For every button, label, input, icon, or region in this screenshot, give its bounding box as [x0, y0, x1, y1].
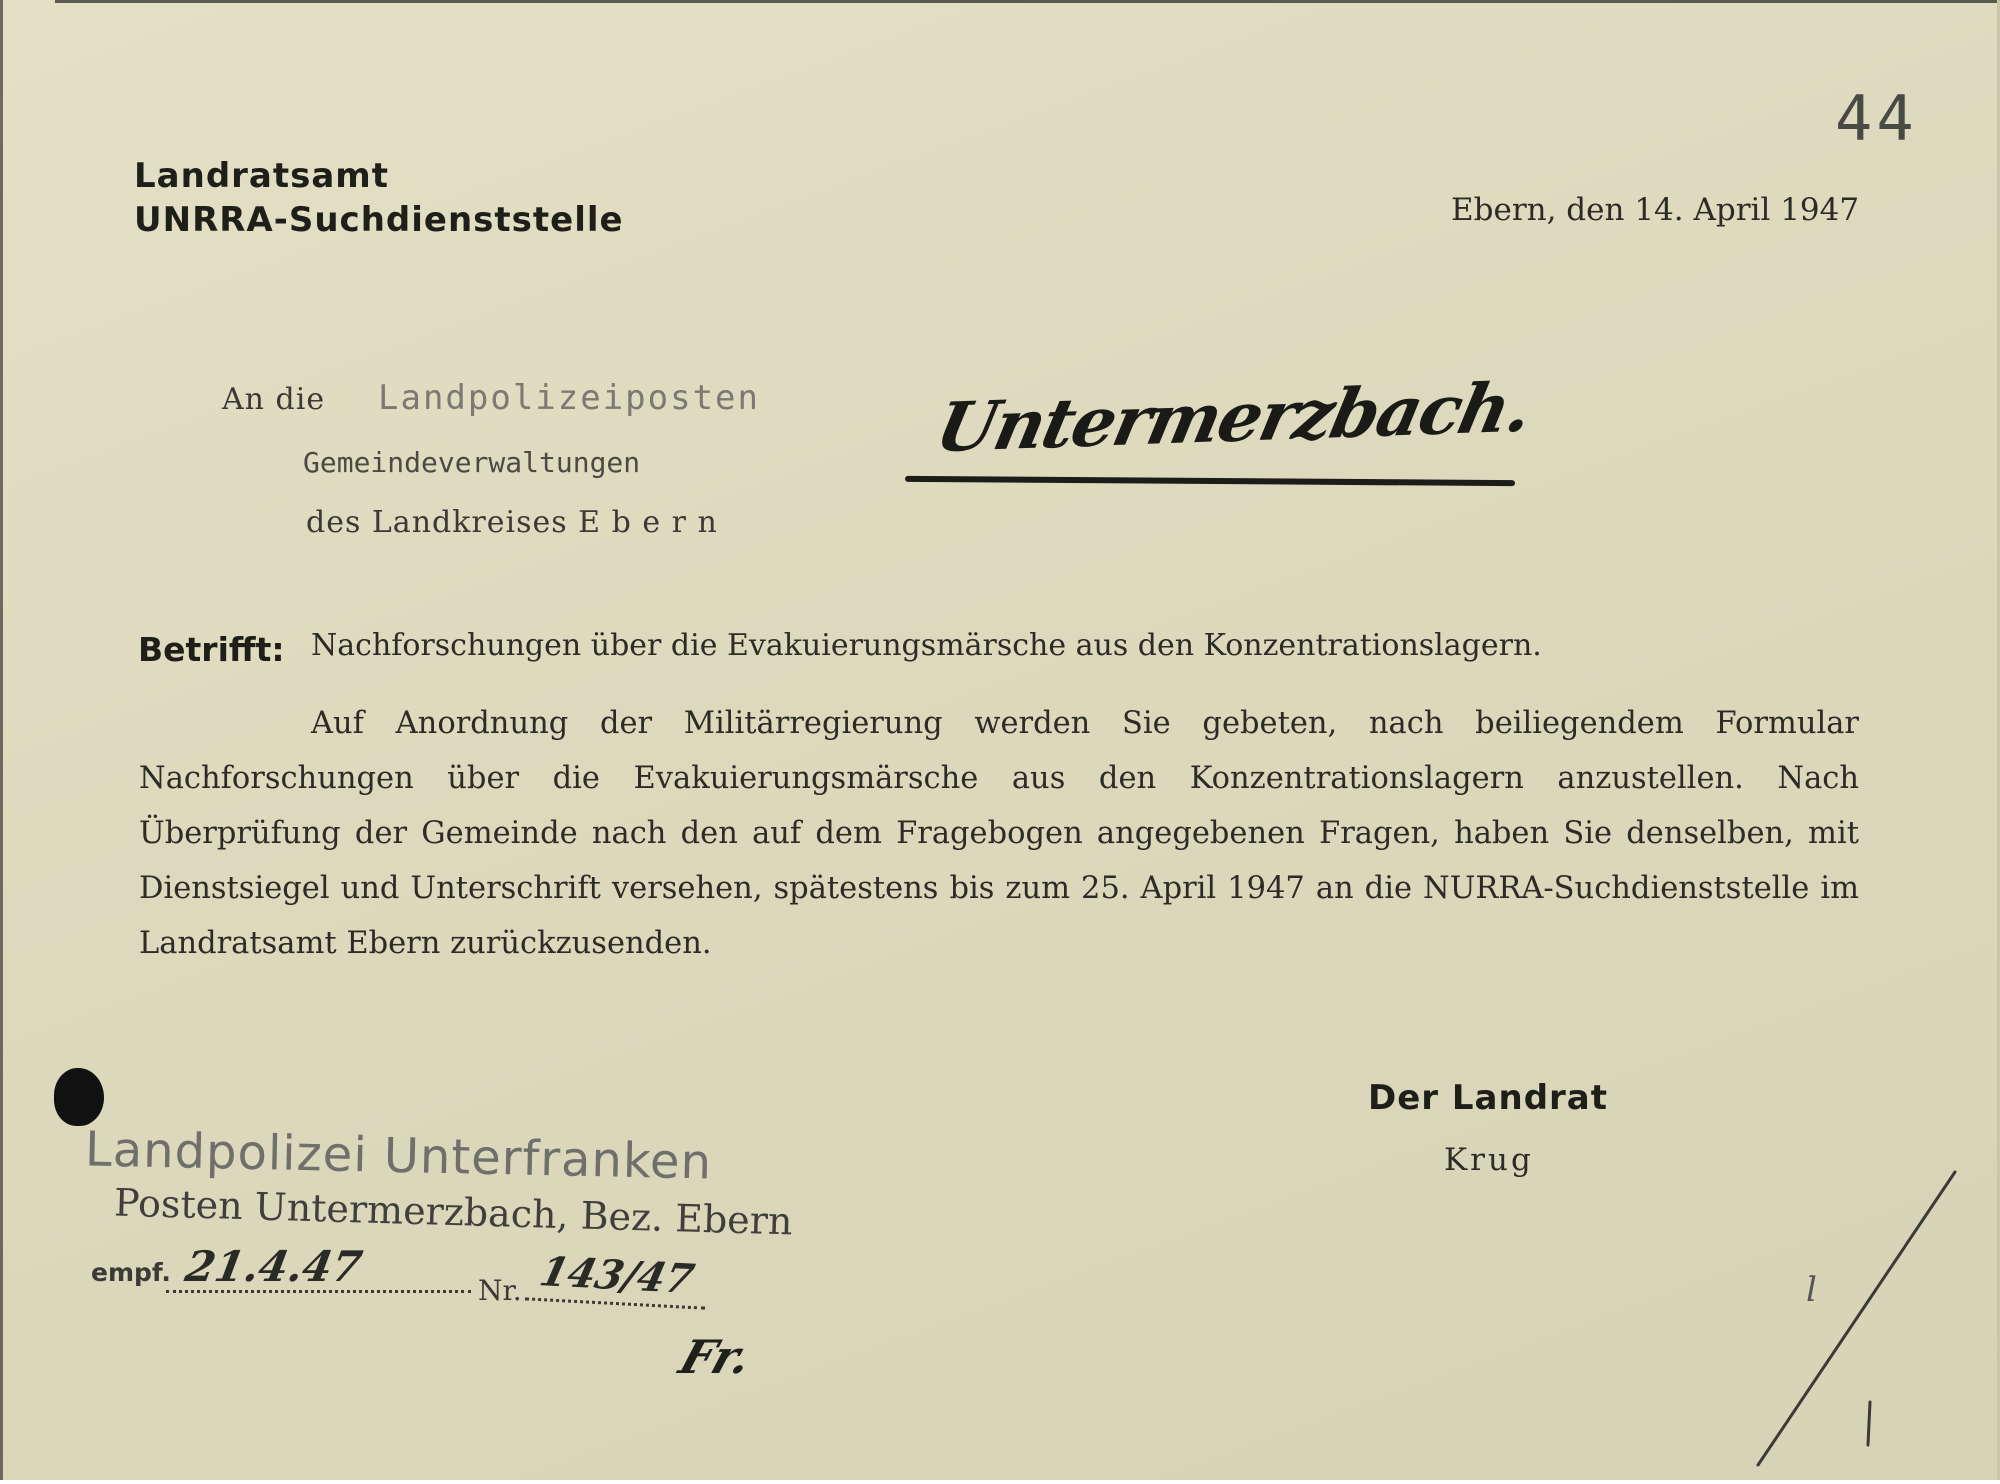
place-date: Ebern, den 14. April 1947 [1451, 192, 1860, 228]
stamp-authority: Landpolizei Unterfranken [84, 1121, 713, 1191]
stamp-post: Posten Untermerzbach, Bez. Ebern [113, 1180, 794, 1244]
stamp-number-value: 143/47 [535, 1248, 699, 1303]
subject-label: Betrifft: [138, 630, 285, 669]
scan-edge-left [0, 0, 3, 1480]
closing-title: Der Landrat [1368, 1078, 1609, 1118]
stamp-received-date: 21.4.47 [181, 1242, 366, 1291]
address-recipient: Landpolizeiposten [378, 378, 760, 418]
handwritten-addressee: Untermerzbach. [929, 367, 1538, 469]
stamp-number-label: Nr. [478, 1274, 522, 1307]
sender-office: Landratsamt [134, 156, 389, 196]
letter-body: Auf Anordnung der Militärregierung werden Sie gebeten, nach beiliegendem Formular Nachforschungen über die Evakuierungsmärsche aus den Konzentrationslagern anzustellen. Nach Überprüfung der Gemeinde nach den auf dem Fragebogen angegebenen Fragen, haben Sie denselben, mit Dienstsiegel und Unterschrift versehen, spätestens bis zum 25. April 1947 an die NURRA-Suchdienststelle im Landratsamt Ebern zurückzusenden. [139, 706, 1859, 961]
sender-department: UNRRA-Suchdienststelle [134, 200, 624, 240]
address-region: des Landkreises E b e r n [306, 505, 718, 540]
stamp-initials: Fr. [673, 1330, 759, 1384]
scan-edge-top [55, 0, 1997, 3]
closing-name: Krug [1444, 1142, 1534, 1178]
subject-text: Nachforschungen über die Evakuierungsmärsche aus den Konzentrationslagern. [311, 628, 1542, 663]
stamp-dotted-line [166, 1290, 471, 1293]
ink-blot [54, 1068, 104, 1126]
address-label: An die [222, 382, 326, 417]
address-struck-recipient: Gemeindeverwaltungen [303, 446, 641, 479]
pencil-mark: l [1806, 1270, 1817, 1310]
handwritten-underline [905, 476, 1515, 486]
pencil-slash-mark [1740, 1160, 2000, 1480]
stamp-received-label: empf. [91, 1258, 171, 1287]
page-number: 44 [1835, 82, 1918, 155]
